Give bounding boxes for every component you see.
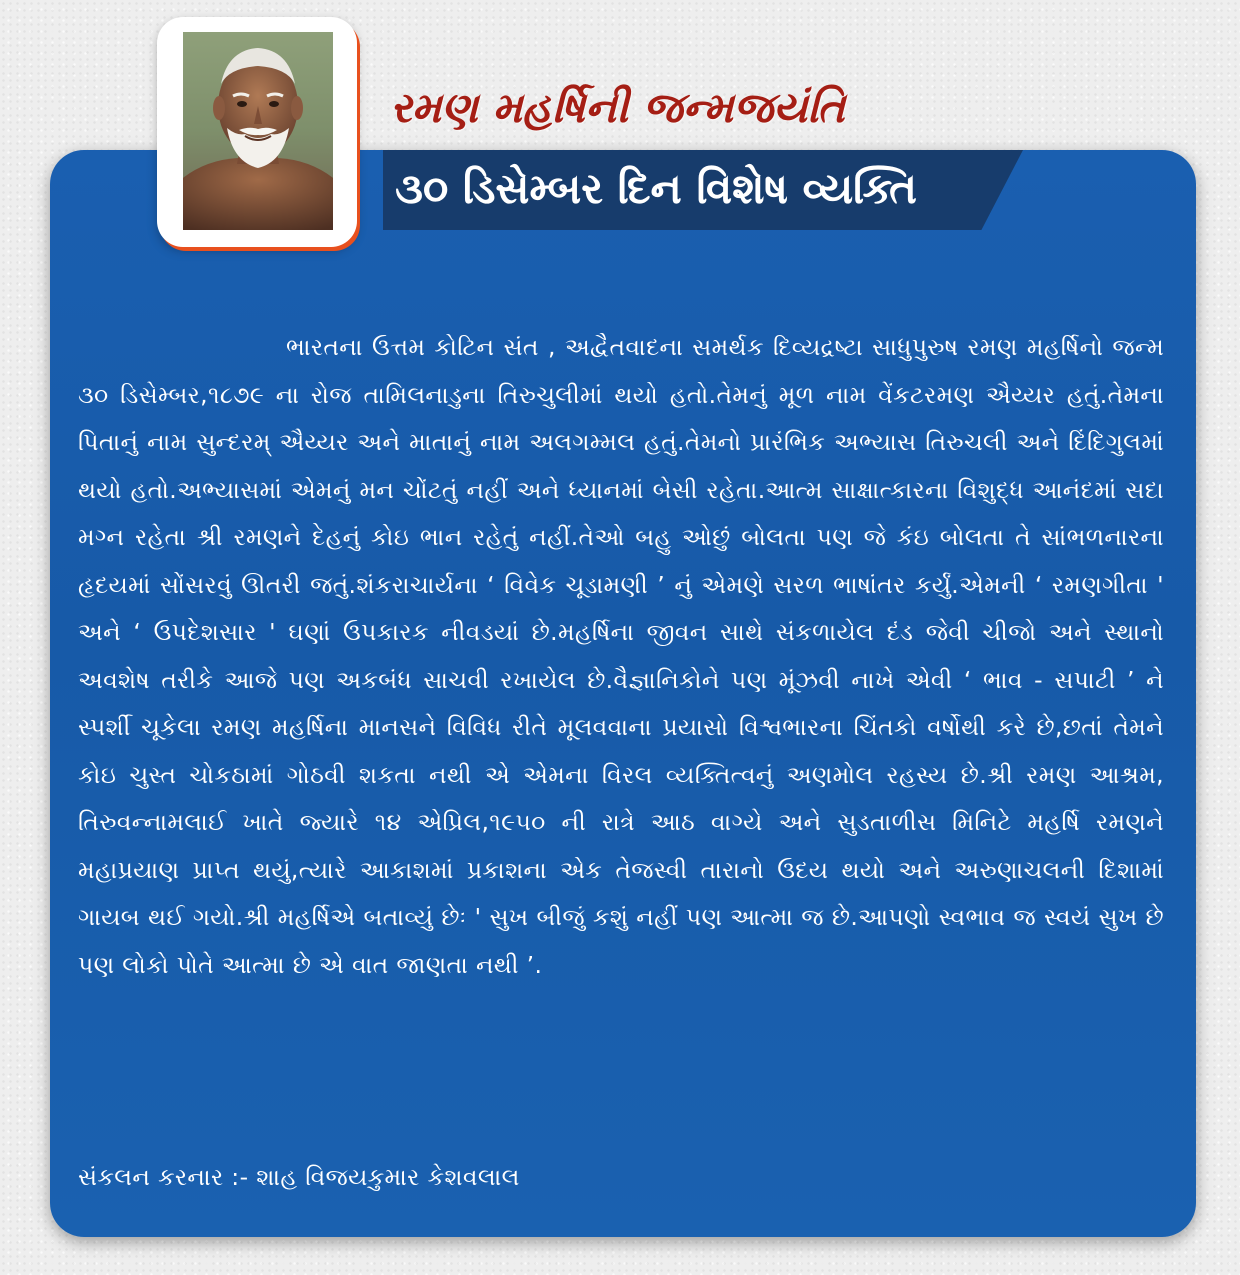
portrait-photo [183,32,333,230]
page-subtitle: ૩૦ ડિસેમ્બર દિન વિશેષ વ્યક્તિ [395,164,917,213]
article-body: ભારતના ઉત્તમ કોટિન સંત , અદ્વૈતવાદના સમર્થક દિવ્યદ્રષ્ટા સાધુપુરુષ રમણ મહર્ષિનો જન્મ ૩૦ ડિસેમ્બર,૧૮૭૯ ના રોજ તામિલનાડુના તિરુચુલીમાં થયો હતો.તેમનું મૂળ નામ વેંકટરમણ ઐય્યર હતું.તેમના પિતાનું નામ સુન્દરમ્ ઐય્યર અને માતાનું નામ અલગમ્મલ હતું.તેમનો પ્રારંભિક અભ્યાસ તિરુચલી અને દિંદિગુલમાં થયો હતો.અભ્યાસમાં એમનું મન ચોંટતું નહીં અને ધ્યાનમાં બેસી રહેતા.આત્મ સાક્ષાત્કારના વિશુદ્ધ આનંદમાં સદા મગ્ન રહેતા શ્રી રમણને દેહનું કોઇ ભાન રહેતું નહીં.તેઓ બહુ ઓછું બોલતા પણ જે કંઇ બોલતા તે સાંભળનારના હૃદયમાં સોંસરવું ઊતરી જતું.શંકરાચાર્યના ‘ વિવેક ચૂડામણી ’ નું એમણે સરળ ભાષાંતર કર્યું.એમની ‘ રમણગીતા ' અને ‘ ઉપદેશસાર ' ઘણાં ઉપકારક નીવડયાં છે.મહર્ષિના જીવન સાથે સંકળાયેલ દંડ જેવી ચીજો અને સ્થાનો અવશેષ તરીકે આજે પણ અકબંધ સાચવી રખાયેલ છે.વૈજ્ઞાનિકોને પણ મૂંઝવી નાખે એવી ‘ ભાવ - સપાટી ’ ને સ્પર્શી ચૂકેલા રમણ મહર્ષિના માનસને વિવિધ રીતે મૂલવવાના પ્રયાસો વિશ્વભારના ચિંતકો વર્ષોથી કરે છે,છતાં તેમને કોઇ ચુસ્ત ચોકઠામાં ગોઠવી શકતા નથી એ એમના વિરલ વ્યક્તિત્વનું અણમોલ રહસ્ય છે.શ્રી રમણ આશ્રમ, તિરુવન્નામલાઈ ખાતે જ્યારે ૧૪ એપ્રિલ,૧૯૫૦ ની રાત્રે આઠ વાગ્યે અને સુડતાળીસ મિનિટે મહર્ષિ રમણને મહાપ્રયાણ પ્રાપ્ત થયું,ત્યારે આકાશમાં પ્રકાશના એક તેજસ્વી તારાનો ઉદય થયો અને અરુણાચલની દિશામાં ગાયબ થઈ ગયો.શ્રી મહર્ષિએ બતાવ્યું છેઃ ' સુખ બીજું કશું નહીં પણ આત્મા જ છે.આપણો સ્વભાવ જ સ્વયં સુખ છે પણ લોકો પોતે આત્મા છે એ વાત જાણતા નથી ’. [78,333,1164,979]
compiler-credit: સંકલન કરનાર :- શાહ વિજયકુમાર કેશવલાલ [78,1163,520,1191]
page-title: રમણ મહર્ષિની જન્મજયંતિ [390,83,845,132]
